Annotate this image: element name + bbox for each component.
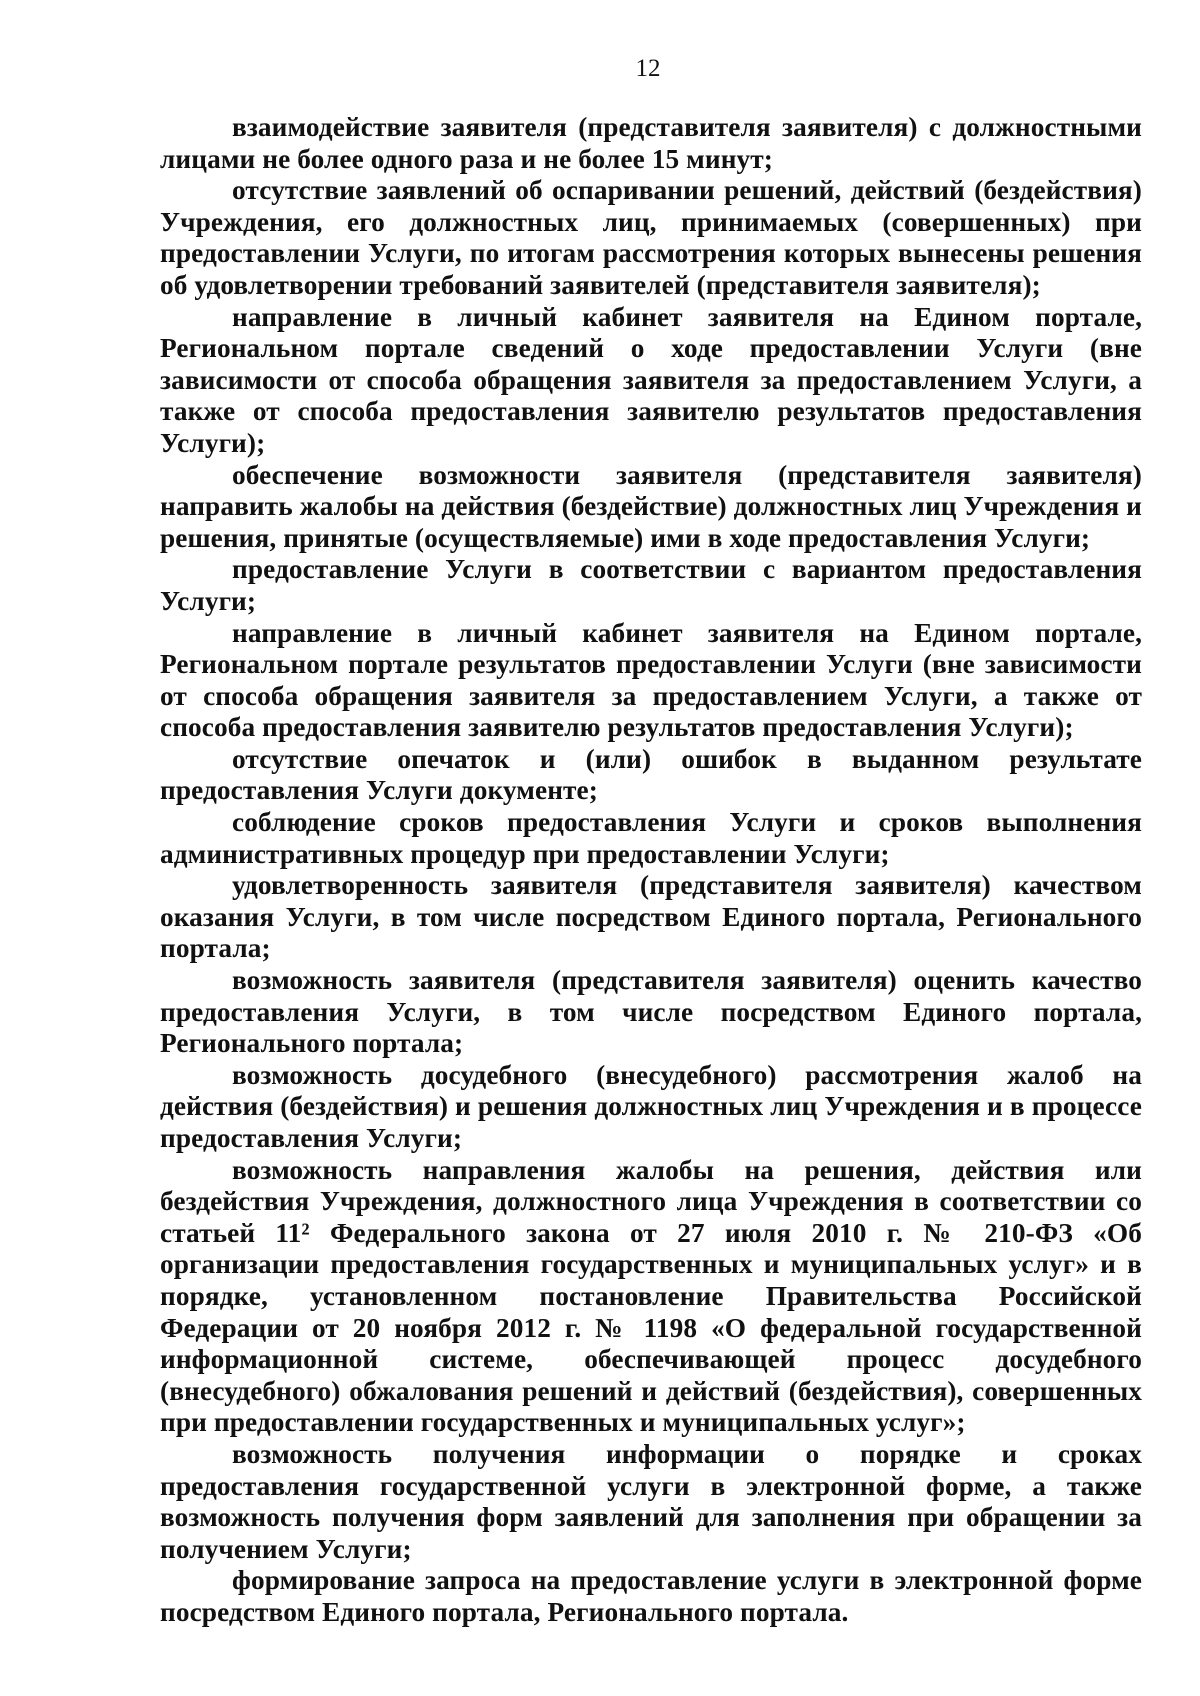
paragraph: удовлетворенность заявителя (представителя заявителя) качеством оказания Услуги, в том числе посредством Единого портала, Регионального портала; <box>160 870 1142 964</box>
paragraph: возможность заявителя (представителя заявителя) оценить качество предоставления Услуги, в том числе посредством Единого портала, Регионального портала; <box>160 965 1142 1059</box>
page-number: 12 <box>635 55 661 82</box>
paragraph: соблюдение сроков предоставления Услуги и сроков выполнения административных процедур при предоставлении Услуги; <box>160 807 1142 869</box>
paragraph: взаимодействие заявителя (представителя заявителя) с должностными лицами не более одного раза и не более 15 минут; <box>160 112 1142 174</box>
paragraph: возможность досудебного (внесудебного) рассмотрения жалоб на действия (бездействия) и решения должностных лиц Учреждения и в процессе предоставления Услуги; <box>160 1059 1142 1153</box>
paragraph: обеспечение возможности заявителя (представителя заявителя) направить жалобы на действия (бездействие) должностных лиц Учреждения и решения, принятые (осуществляемые) ими в ходе предоставления Услуги; <box>160 459 1142 553</box>
paragraph: предоставление Услуги в соответствии с вариантом предоставления Услуги; <box>160 554 1142 616</box>
paragraph: направление в личный кабинет заявителя на Едином портале, Региональном портале сведений о ходе предоставлении Услуги (вне зависимости от способа обращения заявителя за предоставлением Услуги, а также от способа предоставления заявителю результатов предоставления Услуги); <box>160 301 1142 458</box>
paragraph: отсутствие опечаток и (или) ошибок в выданном результате предоставления Услуги документе; <box>160 743 1142 806</box>
paragraph: отсутствие заявлений об оспаривании решений, действий (бездействия) Учреждения, его должностных лиц, принимаемых (совершенных) при предоставлении Услуги, по итогам рассмотрения которых вынесены решения об удовлетворении требований заявителей (представителя заявителя); <box>160 175 1142 300</box>
paragraph: возможность получения информации о порядке и сроках предоставления государственной услуги в электронной форме, а также возможность получения форм заявлений для заполнения при обращении за получением Услуги; <box>160 1438 1142 1564</box>
paragraph: направление в личный кабинет заявителя на Едином портале, Региональном портале результатов предоставлении Услуги (вне зависимости от способа обращения заявителя за предоставлением Услуги, а также от способа предоставления заявителю результатов предоставления Услуги); <box>160 617 1142 743</box>
document-body <box>160 112 1142 1629</box>
paragraph: возможность направления жалобы на решения, действия или бездействия Учреждения, должностного лица Учреждения в соответствии со статьей 11² Федерального закона от 27 июля 2010 г. № 210-ФЗ «Об организации предоставления государственных и муниципальных услуг» и в порядке, установленном постановление Правительства Российской Федерации от 20 ноября 2012 г. № 1198 «О федеральной государственной информационной системе, обеспечивающей процесс досудебного (внесудебного) обжалования решений и действий (бездействия), совершенных при предоставлении государственных и муниципальных услуг»; <box>160 1154 1142 1438</box>
paragraph: формирование запроса на предоставление услуги в электронной форме посредством Единого портала, Регионального портала. <box>160 1565 1142 1627</box>
